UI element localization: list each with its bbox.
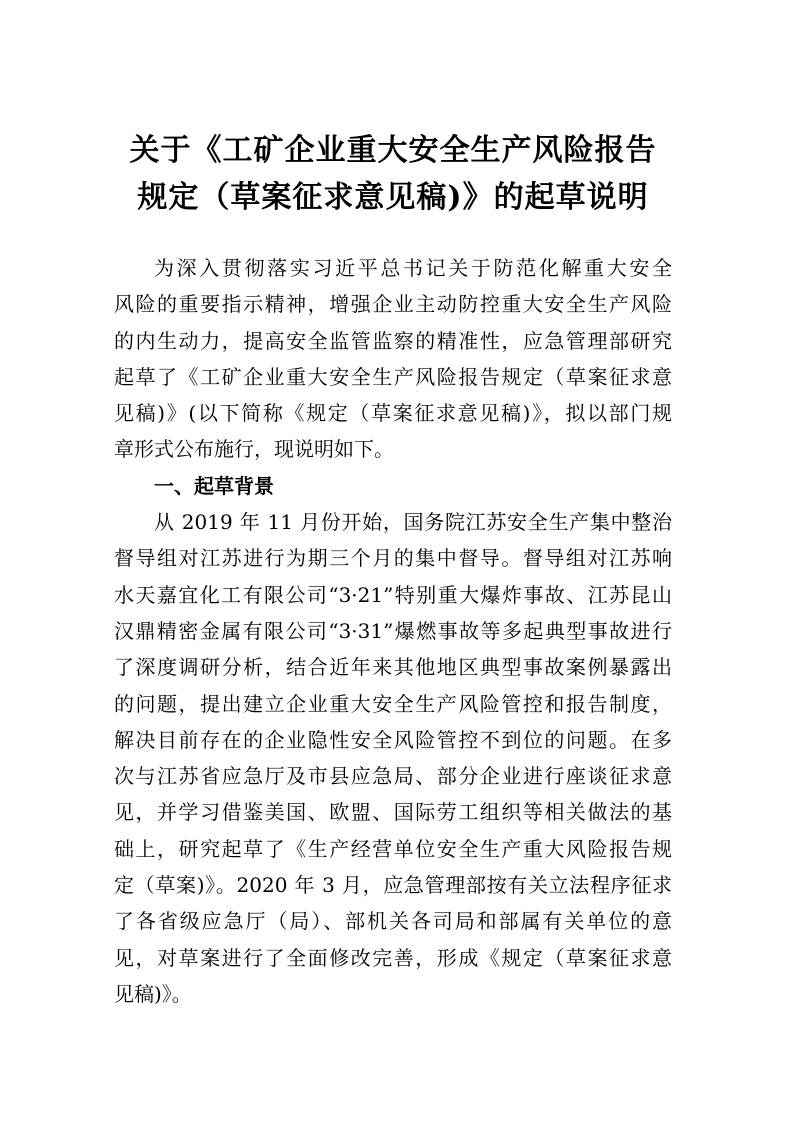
document-title-line: 关于《工矿企业重大安全生产风险报告	[129, 133, 657, 168]
paragraph-line: 了各省级应急厅（局）、部机关各司局和部属有关单位的意	[114, 909, 672, 934]
paragraph-line: 章形式公布施行，现说明如下。	[114, 437, 394, 462]
paragraph-line: 次与江苏省应急厅及市县应急局、部分企业进行座谈征求意	[114, 764, 672, 789]
paragraph-line: 的内生动力，提高安全监管监察的精准性，应急管理部研究	[114, 328, 672, 353]
paragraph-line: 见稿)》。	[114, 981, 192, 1006]
paragraph-line: 汉鼎精密金属有限公司“3·31”爆燃事故等多起典型事故进行	[114, 618, 672, 643]
paragraph-line: 见，并学习借鉴美国、欧盟、国际劳工组织等相关做法的基	[114, 800, 672, 825]
paragraph-background	[114, 504, 672, 1012]
paragraph-line: 解决目前存在的企业隐性安全风险管控不到位的问题。在多	[114, 727, 672, 752]
paragraph-line: 了深度调研分析，结合近年来其他地区典型事故案例暴露出	[114, 655, 672, 680]
paragraph-line: 础上，研究起草了《生产经营单位安全生产重大风险报告规	[114, 836, 672, 861]
paragraph-line: 见，对草案进行了全面修改完善，形成《规定（草案征求意	[114, 945, 672, 970]
document-content	[114, 127, 672, 1012]
paragraph-line: 定（草案)》。2020 年 3 月，应急管理部按有关立法程序征求	[114, 873, 672, 898]
paragraph-line: 水天嘉宜化工有限公司“3·21”特别重大爆炸事故、江苏昆山	[114, 582, 672, 607]
paragraph-line: 见稿)》(以下简称《规定（草案征求意见稿)》，拟以部门规	[114, 401, 672, 426]
paragraph-line: 起草了《工矿企业重大安全生产风险报告规定（草案征求意	[114, 364, 672, 389]
document-title-line: 规定（草案征求意见稿)》的起草说明	[137, 180, 649, 215]
document-title	[114, 127, 672, 221]
paragraph-line: 从 2019 年 11 月份开始，国务院江苏安全生产集中整治	[154, 510, 672, 535]
paragraph-line: 风险的重要指示精神，增强企业主动防控重大安全生产风险	[114, 292, 672, 317]
paragraph-line: 为深入贯彻落实习近平总书记关于防范化解重大安全	[154, 256, 672, 280]
paragraph-line: 的问题，提出建立企业重大安全生产风险管控和报告制度，	[114, 691, 672, 716]
paragraph-intro	[114, 250, 672, 468]
section-heading-background: 一、起草背景	[154, 473, 274, 498]
paragraph-line: 督导组对江苏进行为期三个月的集中督导。督导组对江苏响	[114, 546, 672, 571]
